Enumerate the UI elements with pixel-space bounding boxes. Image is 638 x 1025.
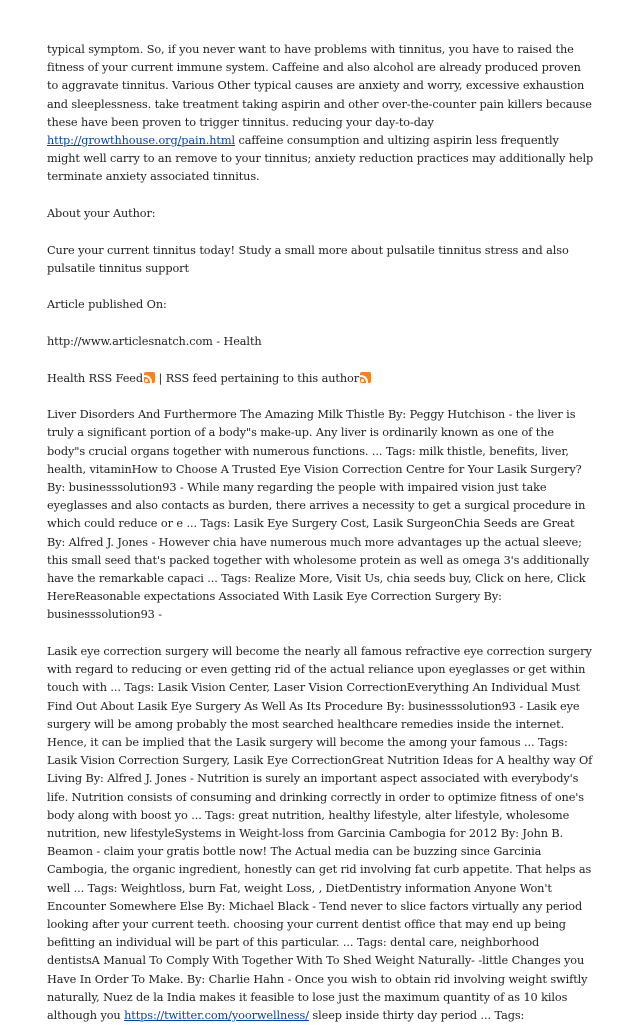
paragraph-tinnitus: [47, 41, 595, 187]
related-articles-block-1: Liver Disorders And Furthermore The Amazing Milk Thistle By: Peggy Hutchison - the liver is truly a significant portion of a body"s make-up. Any liver is ordinarily known as one of the body"s crucial organs together with numerous functions. ... Tags: milk thistle, benefits, liver, health, vitaminHow to Choose A Trusted Eye Vision Correction Centre for Your Lasik Surgery? By: businesssolution93 - While many regarding the people with impaired vision just take eyeglasses and also contacts as burden, there arrives a necessity to get a surgical procedure in which could reduce or e ... Tags: Lasik Eye Surgery Cost, Lasik SurgeonChia Seeds are Great By: Alfred J. Jones - However chia have numerous much more advantages up the actual sleeve; this small seed that's packed together with wholesome protein as well as omega 3's additionally have the remarkable capaci ... Tags: Realize More, Visit Us, chia seeds buy, Click on here, Click HereReasonable expectations Associated With Lasik Eye Correction Surgery By: businesssolution93 -: [47, 408, 590, 622]
paragraph-text: typical symptom. So, if you never want to have problems with tinnitus, you have to raised the fitness of your current immune system. Caffeine and also alcohol are already produced proven to aggravate tinnitus. Various Other typical causes are anxiety and worry, excessive exhaustion and sleeplessness. take treatment taking aspirin and other over-the-counter pain killers because these have been proven to trigger tinnitus. reducing your day-to-day: [47, 43, 592, 129]
growthhouse-link[interactable]: http://growthhouse.org/pain.html: [47, 134, 235, 148]
paragraph-text: sleep inside thirty day period ... Tags:: [308, 1009, 525, 1023]
about-author-text: Cure your current tinnitus today! Study a small more about pulsatile tinnitus stress and also pulsatile tinnitus support: [47, 243, 569, 275]
paragraph-text: Lasik eye correction surgery will become the nearly all famous refractive eye correction surgery with regard to reducing or even getting rid of the actual reliance upon eyeglasses or get within touch with ... Tags: Lasik Vision Center, Laser Vision CorrectionEverything An Individual Must Find Out About Lasik Eye Surgery As Well As Its Procedure By: businesssolution93 - Lasik eye surgery will be among probably the most searched healthcare remedies inside the internet. Hence, it can be implied that the Lasik surgery will become the among your famous ... Tags: Lasik Vision Correction Surgery, Lasik Eye CorrectionGreat Nutrition Ideas for A healthy way Of Living By: Alfred J. Jones - Nutrition is surely an important aspect associated with everybody's life. Nutrition consists of consuming and drinking correctly in order to optimize fitness of one's body along with boost yo ... Tags: great nutrition, healthy lifestyle, alter lifestyle, wholesome nutrition, new lifestyleSystems in Weight-loss from Garcinia Cambogia for 2012 By: John B. Beamon - claim your gratis bottle now! The Actual media can be buzzing since Garcinia Cambogia, the organic ingredient, honestly can get rid involving fat curb appetite. That helps as well ... Tags: Weightloss, burn Fat, weight Loss, , DietDentistry information Anyone Won't Encounter Somewhere Else By: Michael Black - Tend never to slice factors virtually any period looking after your current teeth. choosing your current dentist office that may end up being befitting an individual will be part of this particular. ... Tags: dental care, neighborhood dentistsA Manual To Comply With Together With To Shed Weight Naturally- -little Changes you Have In Order To Make. By: Charlie Hahn - Once you wish to obtain rid involving weight swiftly naturally, Nuez de la India makes it feasible to lose just the maximum quantity of as 10 kilos although you: [47, 645, 593, 1023]
published-label: Article published On:: [47, 298, 167, 312]
rss-line: [47, 370, 595, 388]
related-articles-block-2: [47, 643, 595, 1025]
author-rss-feed-icon[interactable]: [360, 372, 371, 383]
about-author-heading: About your Author:: [47, 207, 156, 221]
twitter-link[interactable]: https://twitter.com/yoorwellness/: [124, 1009, 309, 1023]
published-site: http://www.articlesnatch.com - Health: [47, 335, 262, 348]
rss-separator: |: [155, 371, 166, 385]
health-rss-feed-label: Health RSS Feed: [47, 371, 143, 385]
author-rss-feed-label: RSS feed pertaining to this author: [165, 371, 360, 385]
rss-feed-icon[interactable]: [144, 372, 155, 383]
paragraph-text: caffeine consumption and ultizing aspirin less frequently might well carry to an remove to your tinnitus; anxiety reduction practices may additionally help terminate anxiety associated tinnitus.: [47, 134, 594, 184]
article-body: [47, 41, 595, 1025]
